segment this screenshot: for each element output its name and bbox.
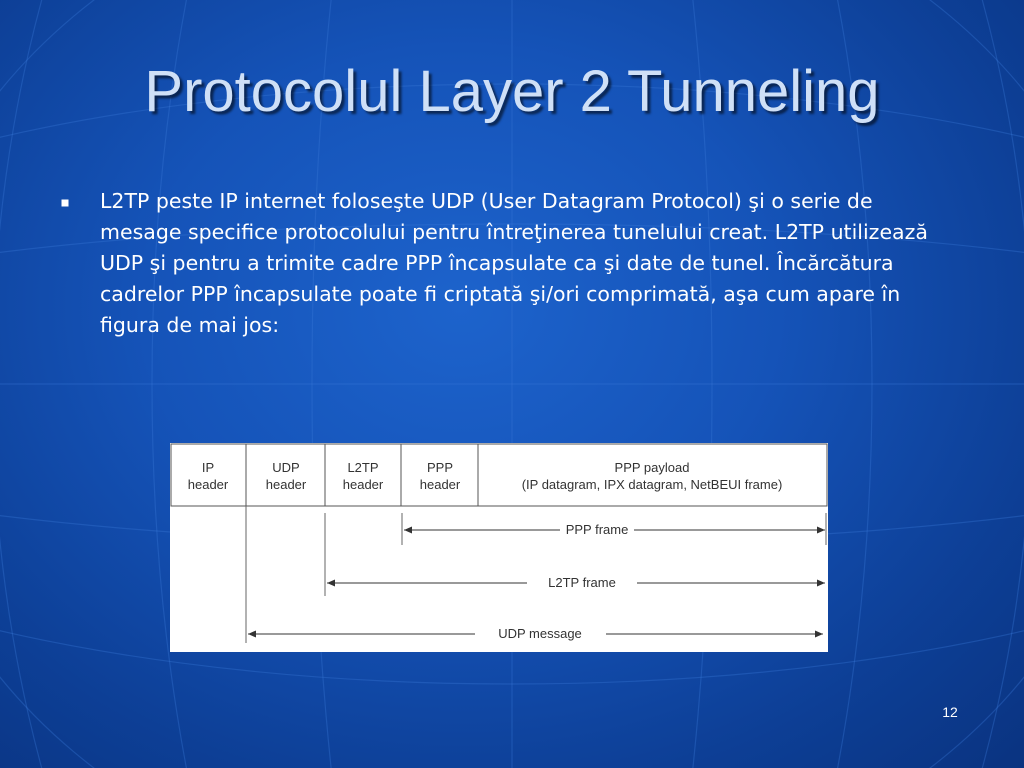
ppp-payload-label-line2: (IP datagram, IPX datagram, NetBEUI frame) xyxy=(521,477,783,492)
bullet-item xyxy=(60,186,960,341)
page-number: 12 xyxy=(942,704,958,720)
ip-header-label-line1: IP xyxy=(201,460,215,475)
ppp-frame-label: PPP frame xyxy=(565,522,629,537)
udp-header-label-line1: UDP xyxy=(272,460,300,475)
ip-header-label-line2: header xyxy=(187,477,229,492)
header-row-box xyxy=(171,444,827,506)
ppp-payload-label-line1: PPP payload xyxy=(614,460,690,475)
ppp-header-label-line1: PPP xyxy=(426,460,454,475)
bullet-list xyxy=(60,186,960,341)
bullet-text: L2TP peste IP internet foloseşte UDP (User Datagram Protocol) şi o serie de mesage specifice protocolului pentru întreţinerea tunelului creat. L2TP utilizează UDP şi pentru a trimite cadre PPP încapsulate ca şi date de tunel. Încărcătura cadrelor PPP încapsulate poate fi criptată şi/ori comprimată, aşa cum apare în figura de mai jos: xyxy=(100,189,928,337)
ppp-header-label-line2: header xyxy=(419,477,461,492)
slide-title: Protocolul Layer 2 Tunneling xyxy=(144,59,880,124)
l2tp-frame-label: L2TP frame xyxy=(548,575,616,590)
l2tp-header-label-line1: L2TP xyxy=(347,460,379,475)
square-bullet-icon xyxy=(62,200,69,207)
udp-message-label: UDP message xyxy=(498,626,582,641)
l2tp-encapsulation-diagram xyxy=(170,443,828,652)
udp-header-label-line2: header xyxy=(265,477,307,492)
diagram-svg xyxy=(170,443,828,652)
l2tp-header-label-line2: header xyxy=(342,477,384,492)
